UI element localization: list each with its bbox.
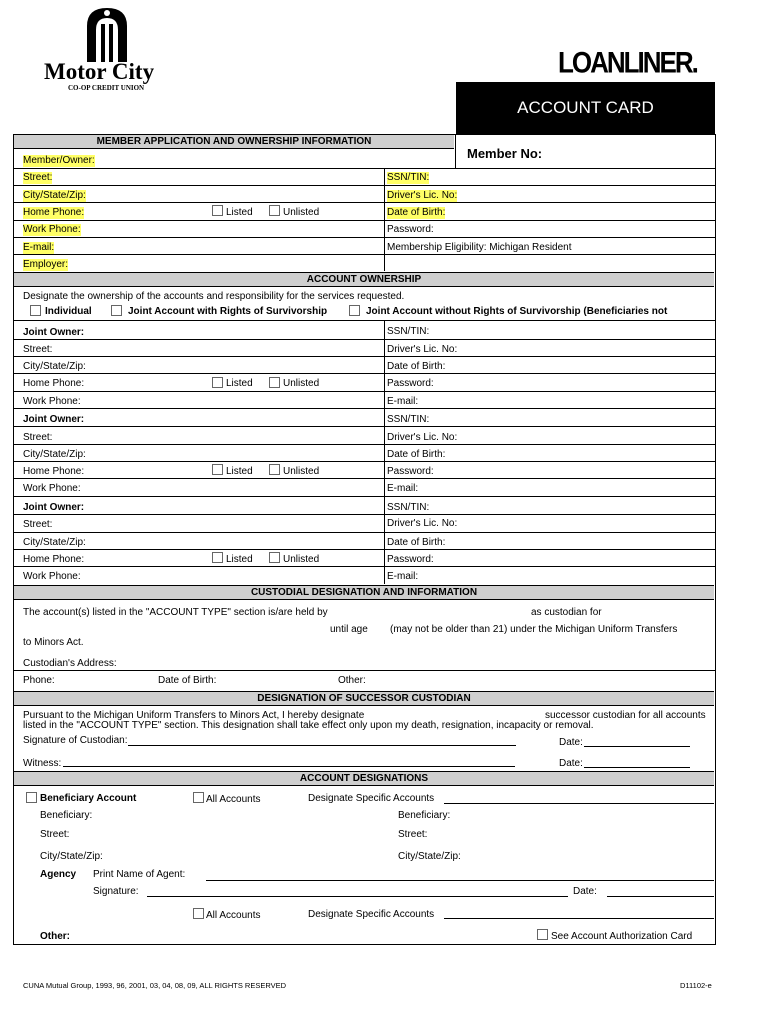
witness-label: Witness:	[23, 758, 62, 769]
ssn-label: SSN/TIN:	[387, 172, 430, 183]
listed-label: Listed	[226, 207, 253, 218]
specific-accounts-label-1: Designate Specific Accounts	[308, 793, 435, 804]
custodian-address-label: Custodian's Address:	[23, 658, 117, 669]
listed-checkbox[interactable]	[212, 205, 223, 216]
member-owner-label: Member/Owner:	[23, 155, 95, 166]
not-older-text: (may not be older than 21) under the Michigan Uniform Transfers	[390, 624, 678, 635]
custodian-signature-line[interactable]	[128, 745, 516, 746]
beneficiary-city-left: City/State/Zip:	[40, 851, 103, 862]
joint-3-unlisted-label: Unlisted	[283, 554, 320, 565]
specific-accounts-label-2: Designate Specific Accounts	[308, 909, 435, 920]
joint-1-unlisted-checkbox[interactable]	[269, 377, 280, 388]
witness-date-label: Date:	[559, 758, 583, 769]
custodian-for-text: as custodian for	[531, 607, 602, 618]
section-ownership-header: ACCOUNT OWNERSHIP	[14, 272, 714, 287]
city-label: City/State/Zip:	[23, 190, 86, 201]
joint-1-home-label: Home Phone:	[23, 378, 85, 389]
custodian-other-label: Other:	[338, 675, 366, 686]
beneficiary-street-left: Street:	[40, 829, 70, 840]
section-designations-header: ACCOUNT DESIGNATIONS	[14, 771, 714, 786]
member-no-label: Member No:	[467, 146, 543, 161]
individual-checkbox[interactable]	[30, 305, 41, 316]
logo-name: Motor City	[44, 59, 155, 84]
custodian-phone-label: Phone:	[23, 675, 55, 686]
joint-3-street-label: Street:	[23, 519, 53, 530]
other-label: Other:	[40, 931, 70, 942]
specific-accounts-line-1[interactable]	[444, 803, 714, 804]
work-phone-label: Work Phone:	[23, 224, 81, 235]
motor-city-logo	[40, 4, 180, 94]
joint-3-home-label: Home Phone:	[23, 554, 85, 565]
joint-owner-1-label: Joint Owner:	[23, 327, 85, 338]
joint-rights-checkbox[interactable]	[111, 305, 122, 316]
unlisted-checkbox[interactable]	[269, 205, 280, 216]
joint-1-password-label: Password:	[387, 378, 434, 389]
see-auth-label: See Account Authorization Card	[551, 931, 693, 942]
all-accounts-checkbox-1[interactable]	[193, 792, 204, 803]
joint-2-drivers-label: Driver's Lic. No:	[387, 432, 458, 443]
joint-1-listed-checkbox[interactable]	[212, 377, 223, 388]
account-card-title: ACCOUNT CARD	[517, 98, 654, 117]
joint-2-dob-label: Date of Birth:	[387, 449, 446, 460]
print-name-line[interactable]	[206, 880, 714, 881]
joint-owner-3-label: Joint Owner:	[23, 502, 85, 513]
print-name-label: Print Name of Agent:	[93, 869, 186, 880]
joint-2-work-label: Work Phone:	[23, 483, 81, 494]
form-border	[13, 134, 716, 945]
joint-2-unlisted-label: Unlisted	[283, 466, 320, 477]
custodian-dob-label: Date of Birth:	[158, 675, 217, 686]
password-label: Password:	[387, 224, 434, 235]
agent-signature-label: Signature:	[93, 886, 139, 897]
dob-label: Date of Birth:	[387, 207, 446, 218]
section-successor-header: DESIGNATION OF SUCCESSOR CUSTODIAN	[14, 691, 714, 706]
section-member-title: MEMBER APPLICATION AND OWNERSHIP INFORMATION	[96, 136, 372, 147]
joint-1-city-label: City/State/Zip:	[23, 361, 86, 372]
home-phone-label: Home Phone:	[23, 207, 85, 218]
drivers-label: Driver's Lic. No:	[387, 190, 458, 201]
copyright-text: CUNA Mutual Group, 1993, 96, 2001, 03, 04, 08, 09, ALL RIGHTS RESERVED	[23, 981, 287, 990]
joint-1-work-label: Work Phone:	[23, 396, 81, 407]
joint-3-ssn-label: SSN/TIN:	[387, 502, 430, 513]
joint-3-drivers-label: Driver's Lic. No:	[387, 518, 458, 529]
pursuant-text: Pursuant to the Michigan Uniform Transfers to Minors Act, I hereby designate	[23, 710, 365, 721]
beneficiary-label-right: Beneficiary:	[398, 810, 451, 821]
joint-2-listed-label: Listed	[226, 466, 253, 477]
custodian-signature-label: Signature of Custodian:	[23, 735, 128, 746]
beneficiary-city-right: City/State/Zip:	[398, 851, 461, 862]
witness-date-line[interactable]	[584, 767, 690, 768]
held-by-text: The account(s) listed in the "ACCOUNT TYPE" section is/are held by	[23, 607, 328, 618]
see-auth-checkbox[interactable]	[537, 929, 548, 940]
employer-label: Employer:	[23, 259, 69, 270]
joint-1-drivers-label: Driver's Lic. No:	[387, 344, 458, 355]
joint-rights-label: Joint Account with Rights of Survivorship	[128, 306, 328, 317]
joint-2-city-label: City/State/Zip:	[23, 449, 86, 460]
joint-2-ssn-label: SSN/TIN:	[387, 414, 430, 425]
agent-date-label: Date:	[573, 886, 597, 897]
loanliner-logo: LOANLINER.	[558, 44, 697, 80]
joint-1-listed-label: Listed	[226, 378, 253, 389]
joint-3-unlisted-checkbox[interactable]	[269, 552, 280, 563]
custodian-date-label: Date:	[559, 737, 583, 748]
joint-2-password-label: Password:	[387, 466, 434, 477]
section-custodial-header: CUSTODIAL DESIGNATION AND INFORMATION	[14, 585, 714, 600]
successor-for-text: successor custodian for all accounts	[545, 710, 706, 721]
eligibility-label: Membership Eligibility: Michigan Resident	[387, 242, 572, 253]
all-accounts-label-1: All Accounts	[206, 794, 261, 805]
joint-2-street-label: Street:	[23, 432, 53, 443]
agency-label: Agency	[40, 869, 77, 880]
joint-1-dob-label: Date of Birth:	[387, 361, 446, 372]
beneficiary-account-checkbox[interactable]	[26, 792, 37, 803]
joint-3-work-label: Work Phone:	[23, 571, 81, 582]
joint-3-password-label: Password:	[387, 554, 434, 565]
email-label: E-mail:	[23, 242, 55, 253]
joint-2-home-label: Home Phone:	[23, 466, 85, 477]
joint-2-listed-checkbox[interactable]	[212, 464, 223, 475]
agent-date-line[interactable]	[607, 896, 714, 897]
logo-mark-icon	[40, 4, 180, 64]
designate-text: Designate the ownership of the accounts and responsibility for the services requested.	[23, 291, 405, 302]
agent-signature-line[interactable]	[147, 896, 568, 897]
individual-label: Individual	[45, 306, 92, 317]
to-minors-text: to Minors Act.	[23, 637, 84, 648]
joint-no-rights-label: Joint Account without Rights of Survivorship (Beneficiaries not	[366, 306, 668, 317]
joint-1-street-label: Street:	[23, 344, 53, 355]
joint-2-unlisted-checkbox[interactable]	[269, 464, 280, 475]
all-accounts-checkbox-2[interactable]	[193, 908, 204, 919]
witness-line[interactable]	[63, 766, 515, 767]
joint-2-email-label: E-mail:	[387, 483, 419, 494]
listed-in-text: listed in the "ACCOUNT TYPE" section. This designation shall take effect only upon my death, resignation, incapacity or removal.	[23, 720, 594, 731]
custodian-date-line[interactable]	[584, 746, 690, 747]
beneficiary-account-label: Beneficiary Account	[40, 793, 137, 804]
joint-1-email-label: E-mail:	[387, 396, 419, 407]
form-number: D11102-e	[680, 981, 712, 990]
joint-3-email-label: E-mail:	[387, 571, 419, 582]
specific-accounts-line-2[interactable]	[444, 918, 714, 919]
joint-3-listed-label: Listed	[226, 554, 253, 565]
until-age-text: until age	[330, 624, 368, 635]
joint-3-listed-checkbox[interactable]	[212, 552, 223, 563]
unlisted-label: Unlisted	[283, 207, 320, 218]
beneficiary-label-left: Beneficiary:	[40, 810, 93, 821]
street-label: Street:	[23, 172, 53, 183]
beneficiary-street-right: Street:	[398, 829, 428, 840]
joint-no-rights-checkbox[interactable]	[349, 305, 360, 316]
logo-subtitle: CO-OP CREDIT UNION	[68, 84, 145, 92]
joint-1-unlisted-label: Unlisted	[283, 378, 320, 389]
all-accounts-label-2: All Accounts	[206, 910, 261, 921]
account-card-title-box	[456, 82, 715, 134]
joint-3-city-label: City/State/Zip:	[23, 537, 86, 548]
joint-owner-2-label: Joint Owner:	[23, 414, 85, 425]
joint-1-ssn-label: SSN/TIN:	[387, 326, 430, 337]
joint-3-dob-label: Date of Birth:	[387, 537, 446, 548]
section-member-header	[14, 135, 454, 149]
